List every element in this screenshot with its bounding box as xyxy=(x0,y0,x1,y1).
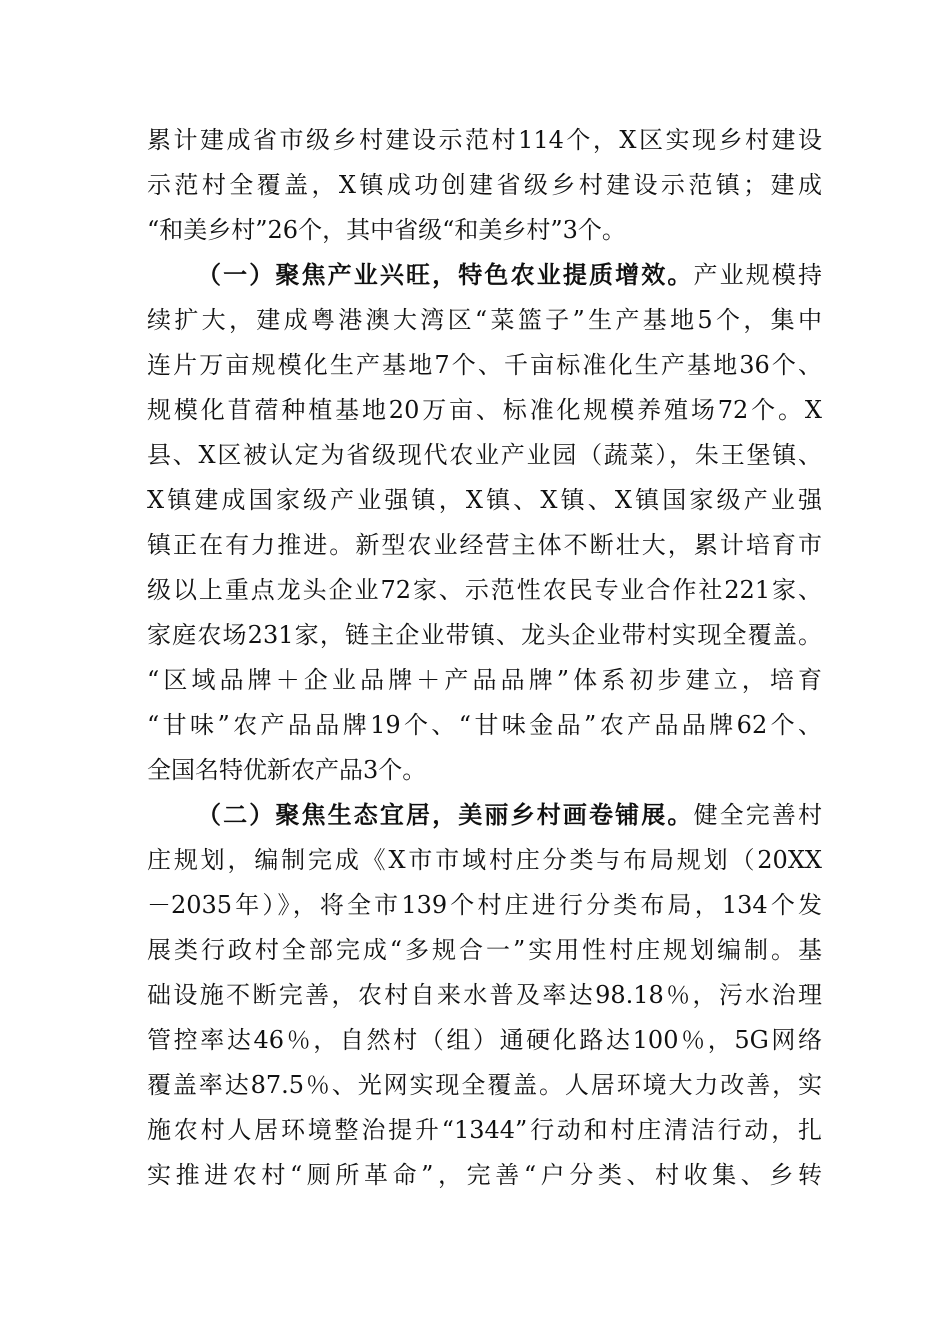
section-heading-2: （二）聚焦生态宜居，美丽乡村画卷铺展。 xyxy=(197,800,694,829)
text-line: 规模化苜蓿种植基地20万亩、标准化规模养殖场72个。X xyxy=(147,396,822,424)
text-line: 实推进农村“厕所革命”，完善“户分类、村收集、乡转 xyxy=(147,1161,822,1189)
text-line: 级以上重点龙头企业72家、示范性农民专业合作社221家、 xyxy=(147,576,822,604)
text-line: 覆盖率达87.5％、光网实现全覆盖。人居环境大力改善，实 xyxy=(147,1071,822,1099)
text-line: 连片万亩规模化生产基地7个、千亩标准化生产基地36个、 xyxy=(147,351,822,379)
text-line: 庄规划，编制完成《X市市域村庄分类与布局规划（20XX xyxy=(147,846,822,874)
text-line: 县、X区被认定为省级现代农业产业园（蔬菜），朱王堡镇、 xyxy=(147,441,822,469)
text-line: 续扩大，建成粤港澳大湾区“菜篮子”生产基地5个，集中 xyxy=(147,306,822,334)
text-line: 施农村人居环境整治提升“1344”行动和村庄清洁行动，扎 xyxy=(147,1116,822,1144)
text-line: 示范村全覆盖，X镇成功创建省级乡村建设示范镇；建成 xyxy=(147,171,822,199)
text-line: 全国名特优新农产品3个。 xyxy=(147,756,427,784)
text-line: “区域品牌＋企业品牌＋产品品牌”体系初步建立，培育 xyxy=(147,666,822,694)
text-line: 家庭农场231家，链主企业带镇、龙头企业带村实现全覆盖。 xyxy=(147,621,822,649)
text-span: 健全完善村 xyxy=(693,801,823,829)
text-line: 管控率达46％，自然村（组）通硬化路达100％，5G网络 xyxy=(147,1026,822,1054)
text-line: “甘味”农产品品牌19个、“甘味金品”农产品品牌62个、 xyxy=(147,711,822,739)
paragraph-first-line xyxy=(0,795,822,835)
text-line: －2035年）》，将全市139个村庄进行分类布局，134个发 xyxy=(147,891,822,919)
text-line: 础设施不断完善，农村自来水普及率达98.18％，污水治理 xyxy=(147,981,822,1009)
paragraph-first-line xyxy=(0,255,822,295)
text-line: 展类行政村全部完成“多规合一”实用性村庄规划编制。基 xyxy=(147,936,822,964)
text-line: X镇建成国家级产业强镇，X镇、X镇、X镇国家级产业强 xyxy=(147,486,822,514)
text-line: “和美乡村”26个，其中省级“和美乡村”3个。 xyxy=(147,216,626,244)
text-line: 累计建成省市级乡村建设示范村114个，X区实现乡村建设 xyxy=(147,126,822,154)
text-line: 镇正在有力推进。新型农业经营主体不断壮大，累计培育市 xyxy=(147,531,822,559)
text-span: 产业规模持 xyxy=(693,261,823,289)
section-heading-1: （一）聚焦产业兴旺，特色农业提质增效。 xyxy=(197,260,694,289)
